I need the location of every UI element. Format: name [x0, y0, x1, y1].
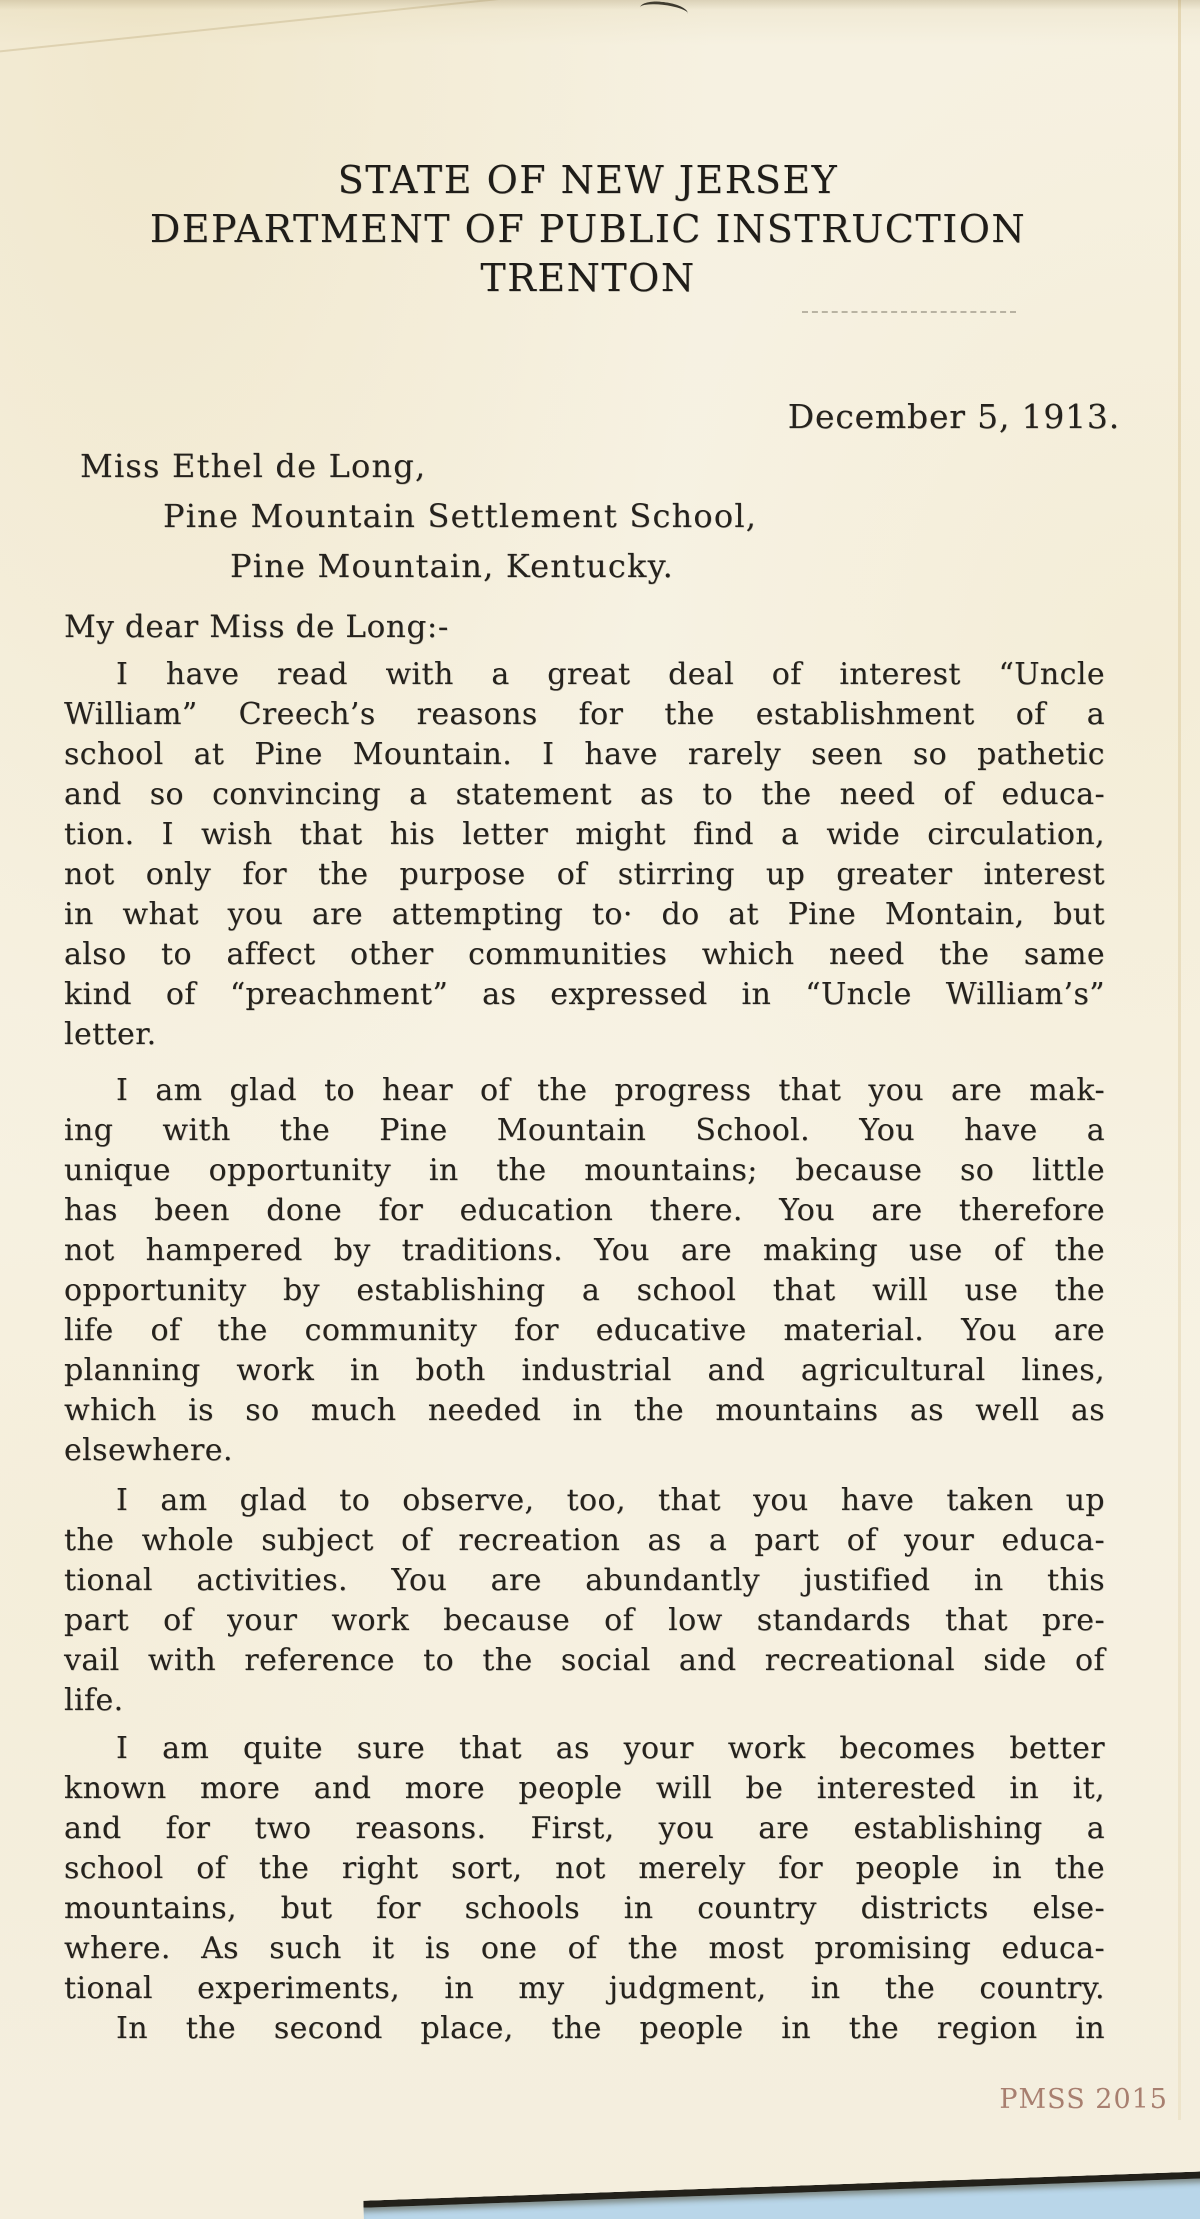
- scanner-bed-edge: [363, 2170, 1200, 2219]
- paragraph-line: and for two reasons. First, you are establishing a: [64, 1811, 1105, 1846]
- paragraph-4: [64, 1729, 1105, 2009]
- paragraph-line: which is so much needed in the mountains as well as: [64, 1393, 1105, 1428]
- paragraph-line: letter.: [64, 1017, 157, 1052]
- letterhead-city: TRENTON: [480, 256, 696, 300]
- pmss-watermark: PMSS 2015: [999, 2084, 1168, 2115]
- letterhead: [0, 0, 1188, 303]
- paragraph-line: part of your work because of low standards that pre-: [64, 1603, 1105, 1638]
- paragraph-line: I am quite sure that as your work becomes better: [116, 1731, 1105, 1766]
- paragraph-3: [64, 1481, 1105, 1721]
- paragraph-2: [64, 1071, 1105, 1471]
- letter-body: [64, 655, 1105, 2049]
- recipient-location: Pine Mountain, Kentucky.: [230, 547, 675, 585]
- paragraph-line: vail with reference to the social and recreational side of: [64, 1643, 1105, 1678]
- paragraph-line: tion. I wish that his letter might find a wide circulation,: [64, 817, 1105, 852]
- letter-date: December 5, 1913.: [787, 397, 1120, 436]
- paragraph-line: In the second place, the people in the region in: [116, 2011, 1105, 2046]
- paragraph-line: unique opportunity in the mountains; because so little: [64, 1153, 1105, 1188]
- recipient-organization: Pine Mountain Settlement School,: [163, 497, 758, 535]
- dashed-scan-artifact: [802, 311, 1016, 313]
- recipient-name: Miss Ethel de Long,: [80, 447, 427, 485]
- paragraph-line: known more and more people will be interested in it,: [64, 1771, 1105, 1806]
- paragraph-line: elsewhere.: [64, 1433, 233, 1468]
- paragraph-line: the whole subject of recreation as a part of your educa-: [64, 1523, 1105, 1558]
- paragraph-line: where. As such it is one of the most promising educa-: [64, 1931, 1105, 1966]
- paragraph-line: life.: [64, 1683, 124, 1718]
- paragraph-line: William” Creech’s reasons for the establishment of a: [64, 697, 1105, 732]
- paragraph-line: and so convincing a statement as to the need of educa-: [64, 777, 1105, 812]
- letterhead-state: STATE OF NEW JERSEY: [337, 158, 839, 202]
- paragraph-line: tional activities. You are abundantly justified in this: [64, 1563, 1105, 1598]
- paragraph-line: planning work in both industrial and agricultural lines,: [64, 1353, 1105, 1388]
- paragraph-line: mountains, but for schools in country districts else-: [64, 1891, 1105, 1926]
- paragraph-line: life of the community for educative material. You are: [64, 1313, 1105, 1348]
- paragraph-line: opportunity by establishing a school that will use the: [64, 1273, 1105, 1308]
- paragraph-1: [64, 655, 1105, 1055]
- paragraph-line: I am glad to observe, too, that you have taken up: [116, 1483, 1105, 1518]
- paragraph-line: also to affect other communities which need the same: [64, 937, 1105, 972]
- salutation: My dear Miss de Long:-: [64, 609, 450, 645]
- paper-edge-line: [1178, 0, 1181, 2120]
- paragraph-line: I have read with a great deal of interest “Uncle: [116, 657, 1105, 692]
- letterhead-department: DEPARTMENT OF PUBLIC INSTRUCTION: [149, 207, 1027, 251]
- paragraph-line: not only for the purpose of stirring up greater interest: [64, 857, 1105, 892]
- paragraph-line: in what you are attempting to· do at Pine Montain, but: [64, 897, 1105, 932]
- paragraph-line: kind of “preachment” as expressed in “Uncle William’s”: [64, 977, 1105, 1012]
- recipient-block: [0, 441, 1200, 591]
- paragraph-line: I am glad to hear of the progress that you are mak-: [116, 1073, 1105, 1108]
- paragraph-line: has been done for education there. You are therefore: [64, 1193, 1105, 1228]
- paragraph-line: school at Pine Mountain. I have rarely seen so pathetic: [64, 737, 1105, 772]
- paragraph-line: school of the right sort, not merely for people in the: [64, 1851, 1105, 1886]
- paragraph-line: not hampered by traditions. You are making use of the: [64, 1233, 1105, 1268]
- paragraph-line: tional experiments, in my judgment, in the country.: [64, 1971, 1105, 2006]
- paragraph-5: [64, 2009, 1105, 2049]
- paragraph-line: ing with the Pine Mountain School. You have a: [64, 1113, 1105, 1148]
